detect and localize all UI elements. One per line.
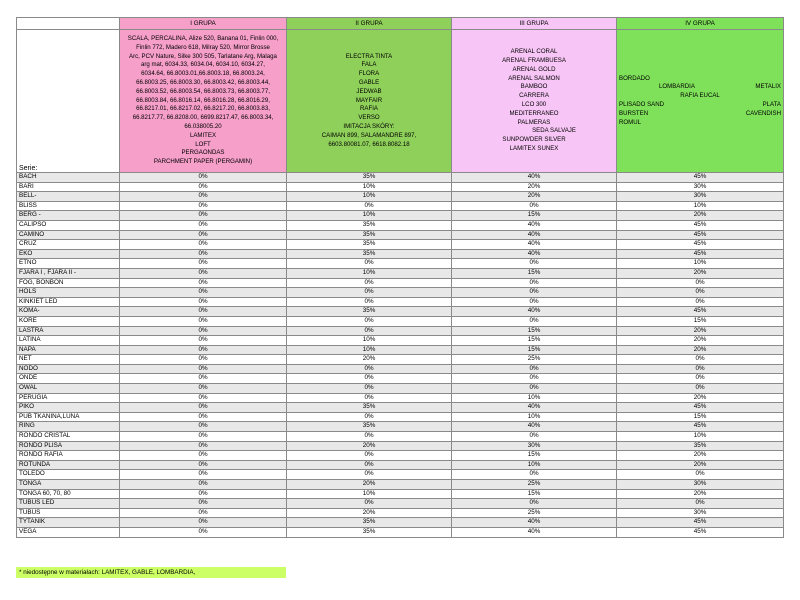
group-1-value[interactable]: 0%	[120, 316, 287, 326]
material-line: LOFT	[195, 140, 211, 148]
group-2-value[interactable]: 35%	[287, 307, 452, 317]
material-line: PERGAONDAS	[181, 149, 225, 157]
serie-name[interactable]: TOLEDO	[17, 470, 120, 480]
material-line: arg mat, 6034.33, 6034.04, 6034.10, 6034.27,	[140, 61, 265, 69]
group-2-value[interactable]: 0%	[287, 297, 452, 307]
group-4-value[interactable]: 35%	[617, 441, 784, 451]
serie-name[interactable]: CAMINO	[17, 230, 120, 240]
group-1-value[interactable]: 0%	[120, 336, 287, 346]
material-line: 66.8003.84, 66.8016.14, 66.8016.28, 66.8016.29,	[136, 96, 270, 104]
serie-name[interactable]: VEGA	[17, 527, 120, 537]
group-4-value[interactable]: 0%	[617, 499, 784, 509]
group-3-value[interactable]: 0%	[452, 259, 617, 269]
group-2-value[interactable]: 0%	[287, 364, 452, 374]
group-2-value[interactable]: 0%	[287, 432, 452, 442]
series-rows	[17, 173, 784, 538]
group-3-value[interactable]: 0%	[452, 499, 617, 509]
group-1-value[interactable]: 0%	[120, 230, 287, 240]
group-1-value[interactable]: 0%	[120, 259, 287, 269]
group-3-value[interactable]: 15%	[452, 451, 617, 461]
group-1-value[interactable]: 0%	[120, 374, 287, 384]
serie-name[interactable]: NET	[17, 355, 120, 365]
material-line: 66.8003.52, 66.8003.54, 66.8003.73, 66.8003.77,	[136, 87, 270, 95]
group-1-value[interactable]: 0%	[120, 355, 287, 365]
group-2-value[interactable]: 10%	[287, 268, 452, 278]
serie-name[interactable]: EKO	[17, 249, 120, 259]
table-row	[17, 249, 784, 259]
group-1-value[interactable]: 0%	[120, 393, 287, 403]
group-3-value[interactable]: 0%	[452, 297, 617, 307]
group-3-value[interactable]: 40%	[452, 220, 617, 230]
group-4-value[interactable]: 30%	[617, 508, 784, 518]
group-4-value[interactable]: 45%	[617, 518, 784, 528]
g4-material: PLISADO SAND	[619, 101, 665, 108]
group-3-value[interactable]: 0%	[452, 288, 617, 298]
group-2-value[interactable]: 0%	[287, 460, 452, 470]
group-4-value[interactable]: 10%	[617, 201, 784, 211]
group-4-materials[interactable]	[617, 30, 784, 173]
serie-name[interactable]: TONGA 60, 70, 80	[17, 489, 120, 499]
serie-name[interactable]: BLISS	[17, 201, 120, 211]
serie-name[interactable]: ROTUNDA	[17, 460, 120, 470]
group-2-value[interactable]: 0%	[287, 259, 452, 269]
material-line: MAYFAIR	[355, 96, 383, 104]
group-4-value[interactable]: 45%	[617, 527, 784, 537]
table-row	[17, 268, 784, 278]
serie-name[interactable]: RONDO RAFIA	[17, 451, 120, 461]
serie-name[interactable]: CRUZ	[17, 240, 120, 250]
group-1-value[interactable]: 0%	[120, 249, 287, 259]
group-3-value[interactable]: 10%	[452, 460, 617, 470]
group-3-value[interactable]: 15%	[452, 326, 617, 336]
material-line: IMITACJA SKÓRY:	[343, 122, 395, 130]
group-3-value[interactable]: 25%	[452, 508, 617, 518]
group-1-value[interactable]: 0%	[120, 278, 287, 288]
group-header-1[interactable]: I GRUPA	[120, 18, 287, 30]
group-3-value[interactable]: 20%	[452, 182, 617, 192]
corner-empty-cell	[17, 18, 120, 30]
group-3-value[interactable]: 15%	[452, 489, 617, 499]
group-2-value[interactable]: 0%	[287, 412, 452, 422]
group-4-value[interactable]: 20%	[617, 345, 784, 355]
group-4-value[interactable]: 15%	[617, 412, 784, 422]
serie-name[interactable]: NODO	[17, 364, 120, 374]
group-3-value[interactable]: 20%	[452, 192, 617, 202]
group-2-value[interactable]: 10%	[287, 489, 452, 499]
group-4-value[interactable]: 45%	[617, 307, 784, 317]
group-3-value[interactable]: 40%	[452, 240, 617, 250]
group-3-value[interactable]: 0%	[452, 470, 617, 480]
group-2-value[interactable]: 0%	[287, 384, 452, 394]
group-3-value[interactable]: 40%	[452, 422, 617, 432]
serie-name[interactable]: PIKO	[17, 403, 120, 413]
table-row	[17, 326, 784, 336]
group-3-value[interactable]: 15%	[452, 268, 617, 278]
serie-name[interactable]: BERG -	[17, 211, 120, 221]
group-4-value[interactable]: 20%	[617, 451, 784, 461]
table-row	[17, 412, 784, 422]
group-4-value[interactable]: 10%	[617, 259, 784, 269]
table-row	[17, 374, 784, 384]
group-header-3[interactable]: III GRUPA	[452, 18, 617, 30]
group-4-value[interactable]: 20%	[617, 211, 784, 221]
table-row	[17, 460, 784, 470]
g4-material: RAFIA EUCAL	[680, 92, 720, 100]
group-1-value[interactable]: 0%	[120, 403, 287, 413]
group-1-value[interactable]: 0%	[120, 384, 287, 394]
group-2-value[interactable]: 0%	[287, 499, 452, 509]
group-2-value[interactable]: 0%	[287, 393, 452, 403]
group-2-value[interactable]: 20%	[287, 355, 452, 365]
group-3-value[interactable]: 15%	[452, 211, 617, 221]
group-2-value[interactable]: 10%	[287, 336, 452, 346]
table-row	[17, 384, 784, 394]
group-1-value[interactable]: 0%	[120, 412, 287, 422]
group-1-value[interactable]: 0%	[120, 518, 287, 528]
group-3-value[interactable]: 40%	[452, 403, 617, 413]
table-row	[17, 307, 784, 317]
material-line: SCALA, PERCALINA, Alize 520, Banana 01, Finlin 000,	[127, 35, 279, 43]
group-4-value[interactable]: 20%	[617, 268, 784, 278]
group-1-value[interactable]: 0%	[120, 499, 287, 509]
material-line: BAMBOO	[520, 83, 548, 91]
group-4-value[interactable]: 0%	[617, 384, 784, 394]
group-1-value[interactable]: 0%	[120, 470, 287, 480]
group-2-value[interactable]: 0%	[287, 288, 452, 298]
material-line: LCO 300	[521, 101, 547, 108]
group-2-value[interactable]: 0%	[287, 316, 452, 326]
serie-label: Serie:	[17, 30, 120, 173]
group-2-value[interactable]: 35%	[287, 249, 452, 259]
group-3-value[interactable]: 40%	[452, 527, 617, 537]
group-1-value[interactable]: 0%	[120, 240, 287, 250]
material-line: SUNPOWDER SILVER	[502, 136, 566, 144]
group-4-value[interactable]: 10%	[617, 432, 784, 442]
group-3-value[interactable]: 40%	[452, 230, 617, 240]
group-3-value[interactable]: 40%	[452, 518, 617, 528]
material-line: 66.8003.25, 66.8003.30, 66.8003.42, 66.8003.44,	[136, 79, 270, 86]
table-row	[17, 393, 784, 403]
group-3-value[interactable]: 25%	[452, 355, 617, 365]
group-1-materials[interactable]	[120, 30, 287, 173]
group-4-value[interactable]: 45%	[617, 220, 784, 230]
group-4-value[interactable]: 45%	[617, 249, 784, 259]
material-line: LAMITEX	[189, 131, 217, 139]
material-line: LAMITEX SUNEX	[509, 144, 559, 152]
group-4-value[interactable]: 30%	[617, 182, 784, 192]
table-row	[17, 220, 784, 230]
g4-material: PLATA	[762, 101, 781, 108]
group-4-value[interactable]: 0%	[617, 278, 784, 288]
group-4-value[interactable]: 20%	[617, 326, 784, 336]
material-line: 66.8217.01, 66.8217.02, 66.8217.20, 66.8003.83,	[136, 105, 270, 113]
serie-name[interactable]: BACH	[17, 173, 120, 183]
group-4-value[interactable]: 20%	[617, 489, 784, 499]
group-2-value[interactable]: 10%	[287, 182, 452, 192]
table-row	[17, 527, 784, 537]
serie-name[interactable]: RONDO PLISA	[17, 441, 120, 451]
group-1-value[interactable]: 0%	[120, 201, 287, 211]
serie-name[interactable]: HOLS	[17, 288, 120, 298]
group-1-value[interactable]: 0%	[120, 173, 287, 183]
material-line: GABLE	[358, 79, 380, 86]
table-row	[17, 480, 784, 490]
group-2-value[interactable]: 35%	[287, 518, 452, 528]
serie-name[interactable]: FOG, BONBON	[17, 278, 120, 288]
group-3-value[interactable]: 0%	[452, 374, 617, 384]
table-row	[17, 345, 784, 355]
group-1-value[interactable]: 0%	[120, 345, 287, 355]
serie-name[interactable]: KORE	[17, 316, 120, 326]
serie-name[interactable]: LATINA	[17, 336, 120, 346]
group-1-value[interactable]: 0%	[120, 422, 287, 432]
group-3-value[interactable]: 40%	[452, 307, 617, 317]
group-4-value[interactable]: 45%	[617, 422, 784, 432]
material-line: SEDA SALVAJE	[532, 127, 576, 135]
group-3-value[interactable]: 0%	[452, 364, 617, 374]
group-3-value[interactable]: 0%	[452, 316, 617, 326]
group-3-value[interactable]: 15%	[452, 336, 617, 346]
group-4-value[interactable]: 0%	[617, 288, 784, 298]
group-4-value[interactable]: 45%	[617, 230, 784, 240]
table-row	[17, 336, 784, 346]
table-row	[17, 316, 784, 326]
material-line: FLORA	[358, 70, 380, 78]
group-1-value[interactable]: 0%	[120, 192, 287, 202]
group-2-value[interactable]: 35%	[287, 403, 452, 413]
group-4-value[interactable]: 0%	[617, 297, 784, 307]
serie-name[interactable]: LASTRA	[17, 326, 120, 336]
serie-name[interactable]: NAPA	[17, 345, 120, 355]
serie-name[interactable]: RONDO CRISTAL	[17, 432, 120, 442]
material-line: FALA	[361, 61, 377, 69]
group-3-value[interactable]: 10%	[452, 412, 617, 422]
group-1-value[interactable]: 0%	[120, 441, 287, 451]
material-line: ARENAL GOLD	[512, 65, 556, 73]
footnote: * niedostępne w materiałach: LAMITEX, GABLE, LOMBARDIA,	[16, 567, 286, 578]
table-row	[17, 192, 784, 202]
group-1-value[interactable]: 0%	[120, 451, 287, 461]
table-row	[17, 201, 784, 211]
table-row	[17, 489, 784, 499]
table-row	[17, 173, 784, 183]
group-2-value[interactable]: 0%	[287, 201, 452, 211]
table-row	[17, 288, 784, 298]
group-2-value[interactable]: 0%	[287, 374, 452, 384]
material-line: ARENAL CORAL	[510, 48, 558, 56]
material-line: ARENAL SALMON	[508, 74, 560, 82]
serie-name[interactable]: TONGA	[17, 480, 120, 490]
table-row	[17, 508, 784, 518]
group-3-value[interactable]: 40%	[452, 249, 617, 259]
material-line: ARENAL FRAMBUESA	[502, 57, 566, 65]
group-4-value[interactable]: 20%	[617, 460, 784, 470]
serie-name[interactable]: TUBUS	[17, 508, 120, 518]
serie-name[interactable]: ONDE	[17, 374, 120, 384]
group-4-value[interactable]: 30%	[617, 480, 784, 490]
material-line: RAFIA	[360, 105, 378, 113]
group-2-value[interactable]: 0%	[287, 451, 452, 461]
table-row	[17, 499, 784, 509]
table-row	[17, 518, 784, 528]
group-2-value[interactable]: 0%	[287, 470, 452, 480]
serie-name[interactable]: KINKIET LED	[17, 297, 120, 307]
group-4-value[interactable]: 0%	[617, 374, 784, 384]
material-line: PARCHMENT PAPER (PERGAMIN)	[153, 158, 253, 166]
table-row	[17, 297, 784, 307]
group-4-value[interactable]: 45%	[617, 403, 784, 413]
group-2-materials[interactable]	[287, 30, 452, 173]
g4-material: CAVENDISH	[745, 109, 781, 117]
serie-name[interactable]: BARI	[17, 182, 120, 192]
group-4-value[interactable]: 15%	[617, 316, 784, 326]
material-line: MEDITERRANEO	[509, 109, 559, 117]
materials-row	[17, 30, 784, 173]
group-1-value[interactable]: 0%	[120, 307, 287, 317]
material-line: 66.8217.77, 66.8208.00, 6699.8217.47, 66.8003.34,	[132, 114, 274, 122]
group-2-value[interactable]: 10%	[287, 211, 452, 221]
table-row	[17, 278, 784, 288]
group-4-value[interactable]: 30%	[617, 192, 784, 202]
group-2-value[interactable]: 35%	[287, 173, 452, 183]
material-line: PALMERAS	[517, 118, 551, 126]
group-1-value[interactable]: 0%	[120, 508, 287, 518]
group-1-value[interactable]: 0%	[120, 460, 287, 470]
group-4-value[interactable]: 0%	[617, 364, 784, 374]
serie-name[interactable]: ETNO	[17, 259, 120, 269]
group-3-value[interactable]: 0%	[452, 201, 617, 211]
group-1-value[interactable]: 0%	[120, 480, 287, 490]
group-3-value[interactable]: 30%	[452, 441, 617, 451]
serie-name[interactable]: TUBUS LED	[17, 499, 120, 509]
g4-material: BURSTEN	[619, 109, 649, 117]
group-1-value[interactable]: 0%	[120, 432, 287, 442]
group-2-value[interactable]: 10%	[287, 192, 452, 202]
g4-material: LOMBARDIA	[659, 83, 695, 91]
group-2-value[interactable]: 20%	[287, 441, 452, 451]
table-row	[17, 230, 784, 240]
group-4-value[interactable]: 20%	[617, 336, 784, 346]
group-2-value[interactable]: 20%	[287, 508, 452, 518]
group-3-value[interactable]: 0%	[452, 278, 617, 288]
group-2-value[interactable]: 35%	[287, 422, 452, 432]
group-4-value[interactable]: 45%	[617, 173, 784, 183]
group-4-value[interactable]: 0%	[617, 355, 784, 365]
table-row	[17, 240, 784, 250]
group-1-value[interactable]: 0%	[120, 220, 287, 230]
group-1-value[interactable]: 0%	[120, 489, 287, 499]
group-4-value[interactable]: 0%	[617, 470, 784, 480]
group-4-value[interactable]: 45%	[617, 240, 784, 250]
group-2-value[interactable]: 35%	[287, 527, 452, 537]
g4-material: ROMUL	[619, 118, 642, 126]
serie-name[interactable]: PERUGIA	[17, 393, 120, 403]
group-1-value[interactable]: 0%	[120, 268, 287, 278]
group-1-value[interactable]: 0%	[120, 211, 287, 221]
group-3-value[interactable]: 25%	[452, 480, 617, 490]
group-1-value[interactable]: 0%	[120, 326, 287, 336]
group-3-value[interactable]: 10%	[452, 393, 617, 403]
serie-name[interactable]: PUB TKANINA,LUNA	[17, 412, 120, 422]
table-row	[17, 451, 784, 461]
group-4-value[interactable]: 20%	[617, 393, 784, 403]
group-3-materials[interactable]	[452, 30, 617, 173]
table-row	[17, 259, 784, 269]
group-header-2[interactable]: II GRUPA	[287, 18, 452, 30]
group-2-value[interactable]: 35%	[287, 230, 452, 240]
material-line: Finlin 772, Madero 618, Milray 520, Mirror Brosse	[136, 43, 270, 51]
material-line: CAIMAN 899, SALAMANDRE 897,	[321, 131, 417, 139]
group-1-value[interactable]: 0%	[120, 288, 287, 298]
group-2-value[interactable]: 20%	[287, 480, 452, 490]
group-3-value[interactable]: 0%	[452, 432, 617, 442]
table-row	[17, 422, 784, 432]
group-1-value[interactable]: 0%	[120, 182, 287, 192]
group-2-value[interactable]: 0%	[287, 278, 452, 288]
serie-name[interactable]: BELL-	[17, 192, 120, 202]
table-row	[17, 355, 784, 365]
table-row	[17, 470, 784, 480]
serie-name[interactable]: CALIPSO	[17, 220, 120, 230]
group-1-value[interactable]: 0%	[120, 297, 287, 307]
serie-name[interactable]: OWAL	[17, 384, 120, 394]
material-line: ELECTRA TINTA	[345, 52, 393, 60]
group-2-value[interactable]: 35%	[287, 220, 452, 230]
group-3-value[interactable]: 0%	[452, 384, 617, 394]
material-line: 6034.64, 66.8003.01,66.8003.18, 66.8003.24,	[141, 70, 265, 78]
table-row	[17, 403, 784, 413]
material-line: CARRERA	[519, 92, 549, 100]
material-line: 66.038005.20	[184, 122, 222, 130]
serie-name[interactable]: KOMA-	[17, 307, 120, 317]
discount-table	[16, 17, 784, 538]
group-2-value[interactable]: 0%	[287, 326, 452, 336]
serie-name[interactable]: RING	[17, 422, 120, 432]
group-1-value[interactable]: 0%	[120, 527, 287, 537]
group-2-value[interactable]: 35%	[287, 240, 452, 250]
serie-name[interactable]: FJARA I , FJARA II -	[17, 268, 120, 278]
serie-name[interactable]: TYTANIK	[17, 518, 120, 528]
table-row	[17, 441, 784, 451]
group-header-4[interactable]: IV GRUPA	[617, 18, 784, 30]
table-row	[17, 364, 784, 374]
material-line: 6603.80081.07, 6618.8082.18	[328, 140, 410, 148]
material-line: Arc, PCV Nature, Silke 300 505, Tarlatane Arg, Malaga	[129, 52, 277, 60]
g4-material: METALIX	[755, 83, 781, 91]
table-row	[17, 432, 784, 442]
table-row	[17, 211, 784, 221]
group-2-value[interactable]: 10%	[287, 345, 452, 355]
material-line: JEDWAB	[356, 87, 382, 95]
material-line: VERSO	[358, 114, 380, 122]
group-3-value[interactable]: 15%	[452, 345, 617, 355]
group-header-row	[17, 18, 784, 30]
g4-material: BORDADO	[619, 74, 650, 82]
table-row	[17, 182, 784, 192]
group-3-value[interactable]: 40%	[452, 173, 617, 183]
group-1-value[interactable]: 0%	[120, 364, 287, 374]
